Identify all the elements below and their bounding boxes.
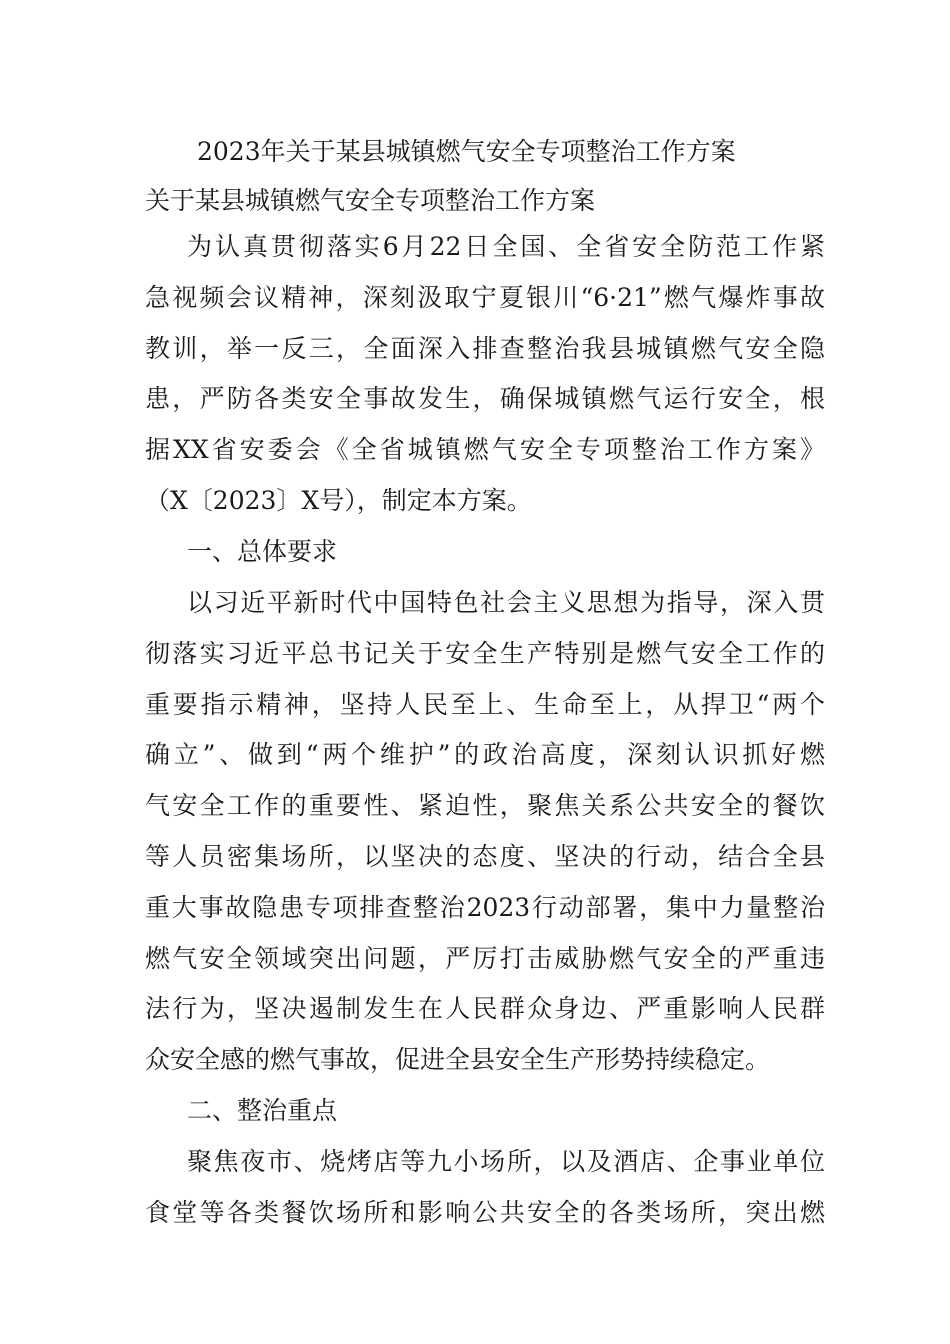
text-line: 以习近平新时代中国特色社会主义思想为指导，深入贯	[187, 588, 825, 617]
section1-paragraph	[145, 578, 825, 1086]
text-line: 教训，举一反三，全面深入排查整治我县城镇燃气安全隐	[145, 333, 825, 363]
text-line: 气安全工作的重要性、紧迫性，聚焦关系公共安全的餐饮	[145, 791, 825, 821]
text-line: 法行为，坚决遏制发生在人民群众身边、严重影响人民群	[145, 994, 825, 1024]
text-line: 确立”、做到“两个维护”的政治高度，深刻认识抓好燃	[145, 740, 825, 770]
document-subtitle: 关于某县城镇燃气安全专项整治工作方案	[145, 186, 596, 215]
text-line: 聚焦夜市、烧烤店等九小场所，以及酒店、企事业单位	[187, 1147, 825, 1176]
text-line: 为认真贯彻落实6月22日全国、全省安全防范工作紧	[187, 232, 825, 261]
text-line: 等人员密集场所，以坚决的态度、坚决的行动，结合全县	[145, 841, 825, 871]
text-line: 众安全感的燃气事故，促进全县安全生产形势持续稳定。	[145, 1045, 771, 1075]
text-line: 重大事故隐患专项排查整治2023行动部署，集中力量整治	[145, 892, 825, 922]
intro-paragraph	[145, 222, 825, 527]
section-heading: 一、总体要求	[187, 537, 338, 566]
section-heading-key-points	[145, 1086, 825, 1137]
text-line: 据XX省安委会《全省城镇燃气安全专项整治工作方案》	[145, 435, 825, 465]
text-line: 急视频会议精神，深刻汲取宁夏银川“6·21”燃气爆炸事故	[145, 282, 825, 312]
text-line: 重要指示精神，坚持人民至上、生命至上，从捍卫“两个	[145, 689, 825, 719]
section-heading: 二、整治重点	[187, 1096, 338, 1125]
text-line: 患，严防各类安全事故发生，确保城镇燃气运行安全，根	[145, 384, 825, 414]
document-title: 2023年关于某县城镇燃气安全专项整治工作方案	[197, 137, 736, 166]
section2-paragraph	[145, 1137, 825, 1239]
text-line: （X〔2023〕X号），制定本方案。	[145, 485, 532, 515]
section-heading-general	[145, 527, 825, 578]
text-line: 彻落实习近平总书记关于安全生产特别是燃气安全工作的	[145, 638, 825, 668]
text-line: 燃气安全领域突出问题，严厉打击威胁燃气安全的严重违	[145, 943, 825, 973]
text-line: 食堂等各类餐饮场所和影响公共安全的各类场所，突出燃	[145, 1197, 825, 1227]
